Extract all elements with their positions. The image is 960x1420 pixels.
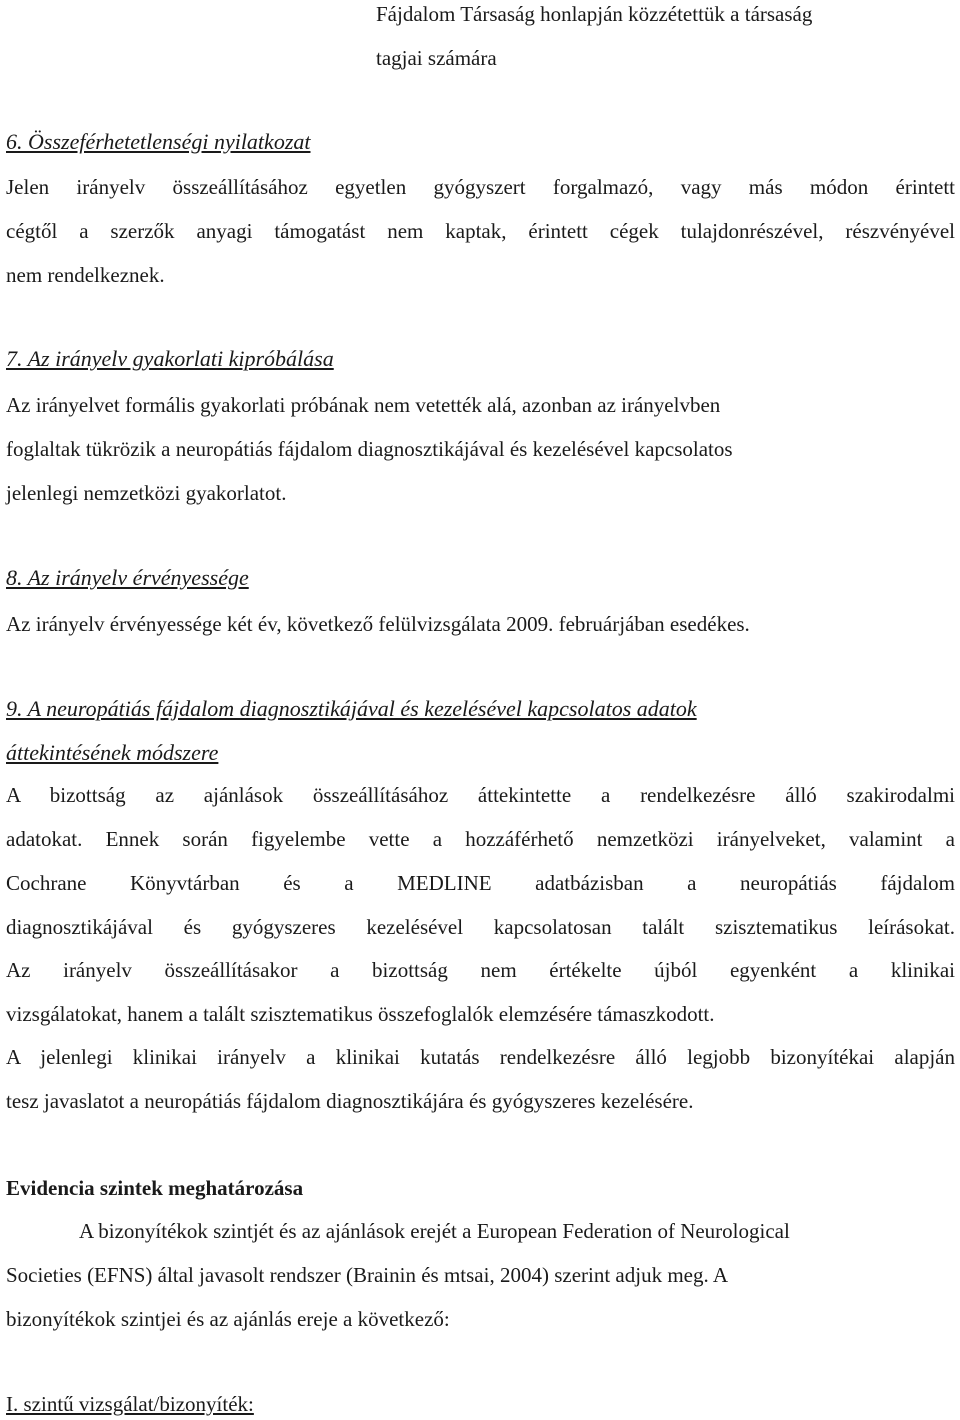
section-7-line-2: foglaltak tükrözik a neuropátiás fájdalom diagnosztikájával és kezelésével kapcsolatos: [6, 437, 733, 461]
intro-line-2: tagjai számára: [376, 46, 497, 70]
section-7-line-3: jelenlegi nemzetközi gyakorlatot.: [6, 481, 287, 505]
section-6-line-1: Jelen irányelv összeállításához egyetlen gyógyszert forgalmazó, vagy más módon érintett: [6, 175, 955, 199]
section-9-line-5: Az irányelv összeállításakor a bizottság nem értékelte újból egyenként a klinikai: [6, 958, 955, 982]
evidence-line-2: Societies (EFNS) által javasolt rendszer (Brainin és mtsai, 2004) szerint adjuk meg. A: [6, 1263, 728, 1287]
section-9-line-3: Cochrane Könyvtárban és a MEDLINE adatbázisban a neuropátiás fájdalom: [6, 871, 955, 895]
evidence-line-3: bizonyítékok szintjei és az ajánlás ereje a következő:: [6, 1307, 450, 1331]
section-7-line-1: Az irányelvet formális gyakorlati próbának nem vetették alá, azonban az irányelvben: [6, 393, 721, 417]
intro-line-1: Fájdalom Társaság honlapján közzétettük a társaság: [376, 2, 813, 26]
evidence-line-1: A bizonyítékok szintjét és az ajánlások erejét a European Federation of Neurological: [79, 1219, 790, 1243]
section-8-heading: 8. Az irányelv érvényessége: [6, 565, 249, 590]
section-9-line-6: vizsgálatokat, hanem a talált szisztematikus összefoglalók elemzésére támaszkodott.: [6, 1002, 715, 1026]
section-9-line-7: A jelenlegi klinikai irányelv a klinikai kutatás rendelkezésre álló legjobb bizonyítékai alapján: [6, 1045, 955, 1069]
section-6-line-2: cégtől a szerzők anyagi támogatást nem kaptak, érintett cégek tulajdonrészével, részvényével: [6, 219, 955, 243]
section-9-line-1: A bizottság az ajánlások összeállításához áttekintette a rendelkezésre álló szakirodalmi: [6, 783, 955, 807]
section-7-heading: 7. Az irányelv gyakorlati kipróbálása: [6, 346, 334, 371]
section-6-heading: 6. Összeférhetetlenségi nyilatkozat: [6, 129, 311, 154]
section-9-heading-line-2: áttekintésének módszere: [6, 740, 219, 765]
section-9-heading-line-1: 9. A neuropátiás fájdalom diagnosztikájával és kezelésével kapcsolatos adatok: [6, 696, 697, 721]
section-9-line-4: diagnosztikájával és gyógyszeres kezelésével kapcsolatosan talált szisztematikus leírásokat.: [6, 915, 955, 939]
section-6-line-3: nem rendelkeznek.: [6, 263, 165, 287]
section-9-line-2: adatokat. Ennek során figyelembe vette a hozzáférhető nemzetközi irányelveket, valamint a: [6, 827, 955, 851]
evidence-heading: Evidencia szintek meghatározása: [6, 1176, 304, 1200]
level-1-heading: I. szintű vizsgálat/bizonyíték:: [6, 1392, 254, 1416]
section-9-line-8: tesz javaslatot a neuropátiás fájdalom diagnosztikájára és gyógyszeres kezelésére.: [6, 1089, 694, 1113]
section-8-line-1: Az irányelv érvényessége két év, következő felülvizsgálata 2009. februárjában esedékes.: [6, 612, 750, 636]
